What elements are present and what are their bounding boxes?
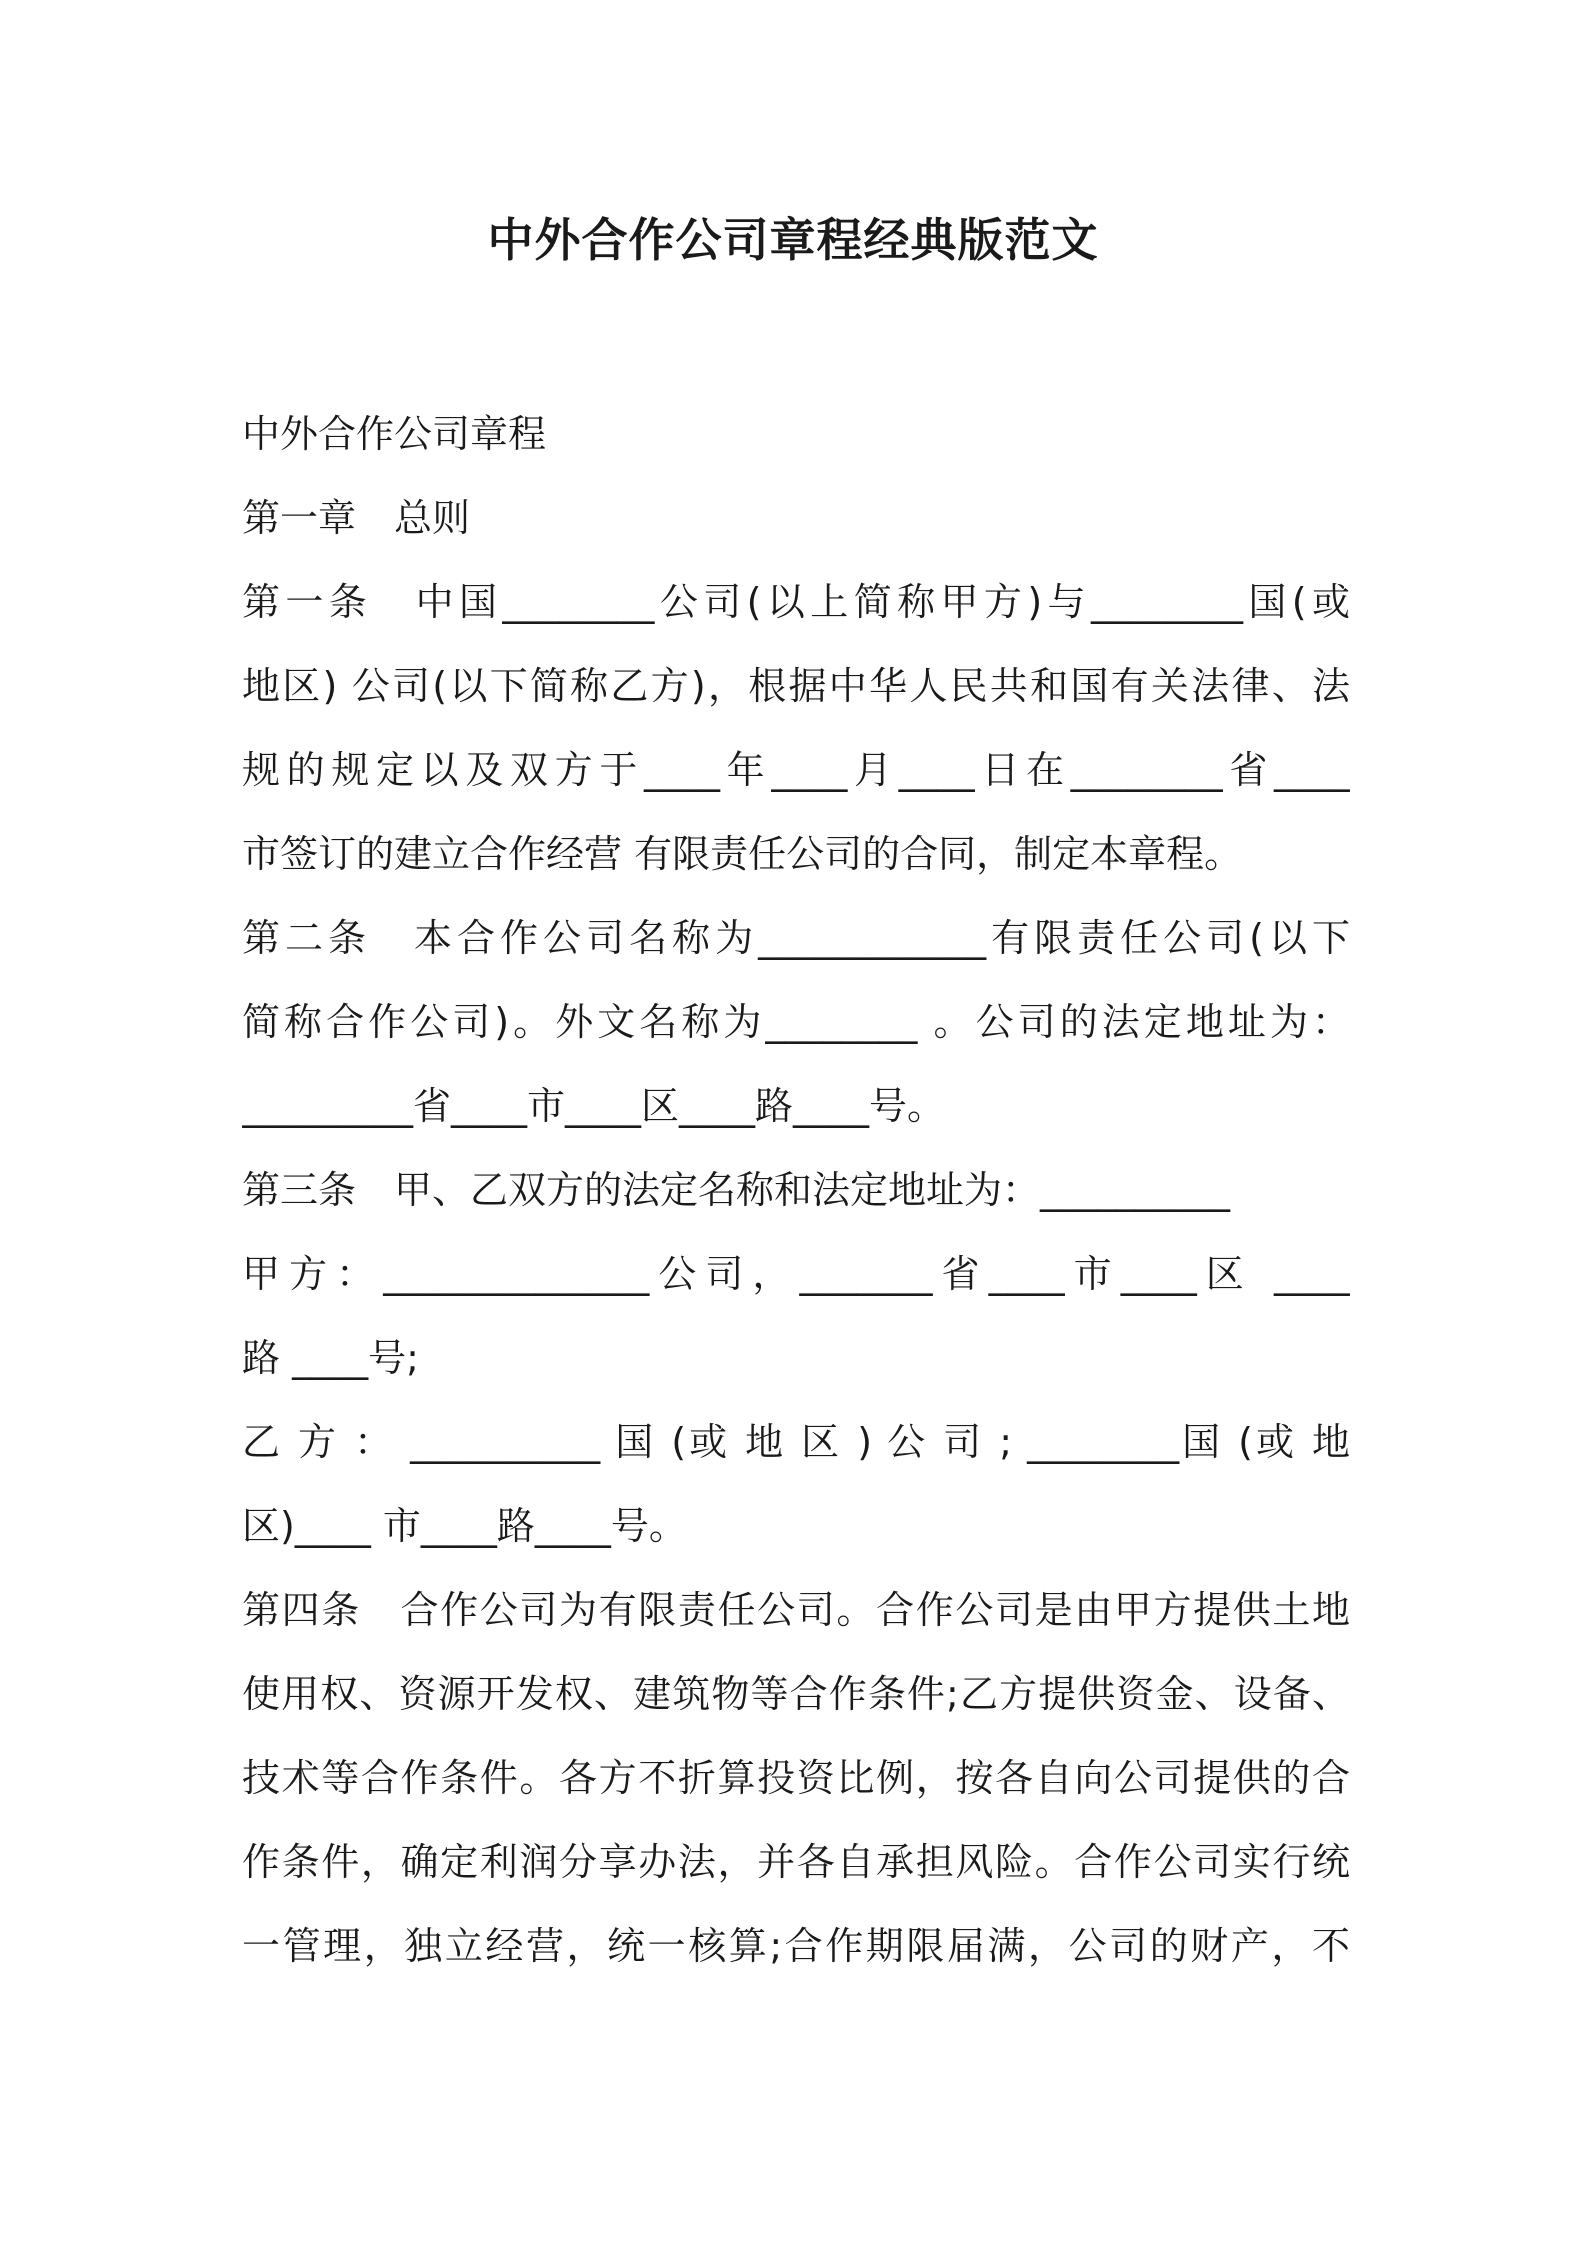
document-title: 中外合作公司章程经典版范文	[487, 213, 1099, 267]
article-3-line-3: 路 ____号;	[242, 1336, 419, 1380]
article-2-line-2: 简称合作公司)。外文名称为________ 。公司的法定地址为：	[242, 1000, 1350, 1044]
article-2-line-3: _________省____市____区____路____号。	[242, 1084, 946, 1128]
article-2-line-1: 第二条 本合作公司名称为____________有限责任公司(以下	[242, 916, 1350, 960]
section-heading: 中外合作公司章程	[242, 412, 547, 456]
article-3-line-1: 第三条 甲、乙双方的法定名称和法定地址为：__________	[242, 1168, 1231, 1212]
article-1-line-4: 市签订的建立合作经营 有限责任公司的合同，制定本章程。	[242, 832, 1243, 876]
article-1-line-1: 第一条 中国________公司(以上简称甲方)与________国(或	[242, 580, 1350, 624]
article-4-line-4: 作条件，确定利润分享办法，并各自承担风险。合作公司实行统	[242, 1840, 1350, 1884]
article-3-line-5: 区)____ 市____路____号。	[242, 1504, 687, 1548]
chapter-heading: 第一章 总则	[242, 496, 471, 540]
article-1-line-2: 地区) 公司(以下简称乙方)，根据中华人民共和国有关法律、法	[242, 664, 1350, 708]
article-4-line-1: 第四条 合作公司为有限责任公司。合作公司是由甲方提供土地	[242, 1588, 1350, 1632]
article-1-line-3: 规的规定以及双方于____年____月____日在________省____	[242, 748, 1350, 792]
article-3-line-2: 甲方：______________公司，_______省____市____区 ____	[242, 1252, 1350, 1296]
article-4-line-5: 一管理，独立经营，统一核算;合作期限届满，公司的财产，不	[242, 1924, 1350, 1968]
article-3-line-4: 乙 方 ： __________ 国 (或 地 区 ) 公 司 ; ________国 (或 地	[242, 1420, 1350, 1464]
article-4-line-3: 技术等合作条件。各方不折算投资比例，按各自向公司提供的合	[242, 1756, 1350, 1800]
article-4-line-2: 使用权、资源开发权、建筑物等合作条件;乙方提供资金、设备、	[242, 1672, 1350, 1716]
